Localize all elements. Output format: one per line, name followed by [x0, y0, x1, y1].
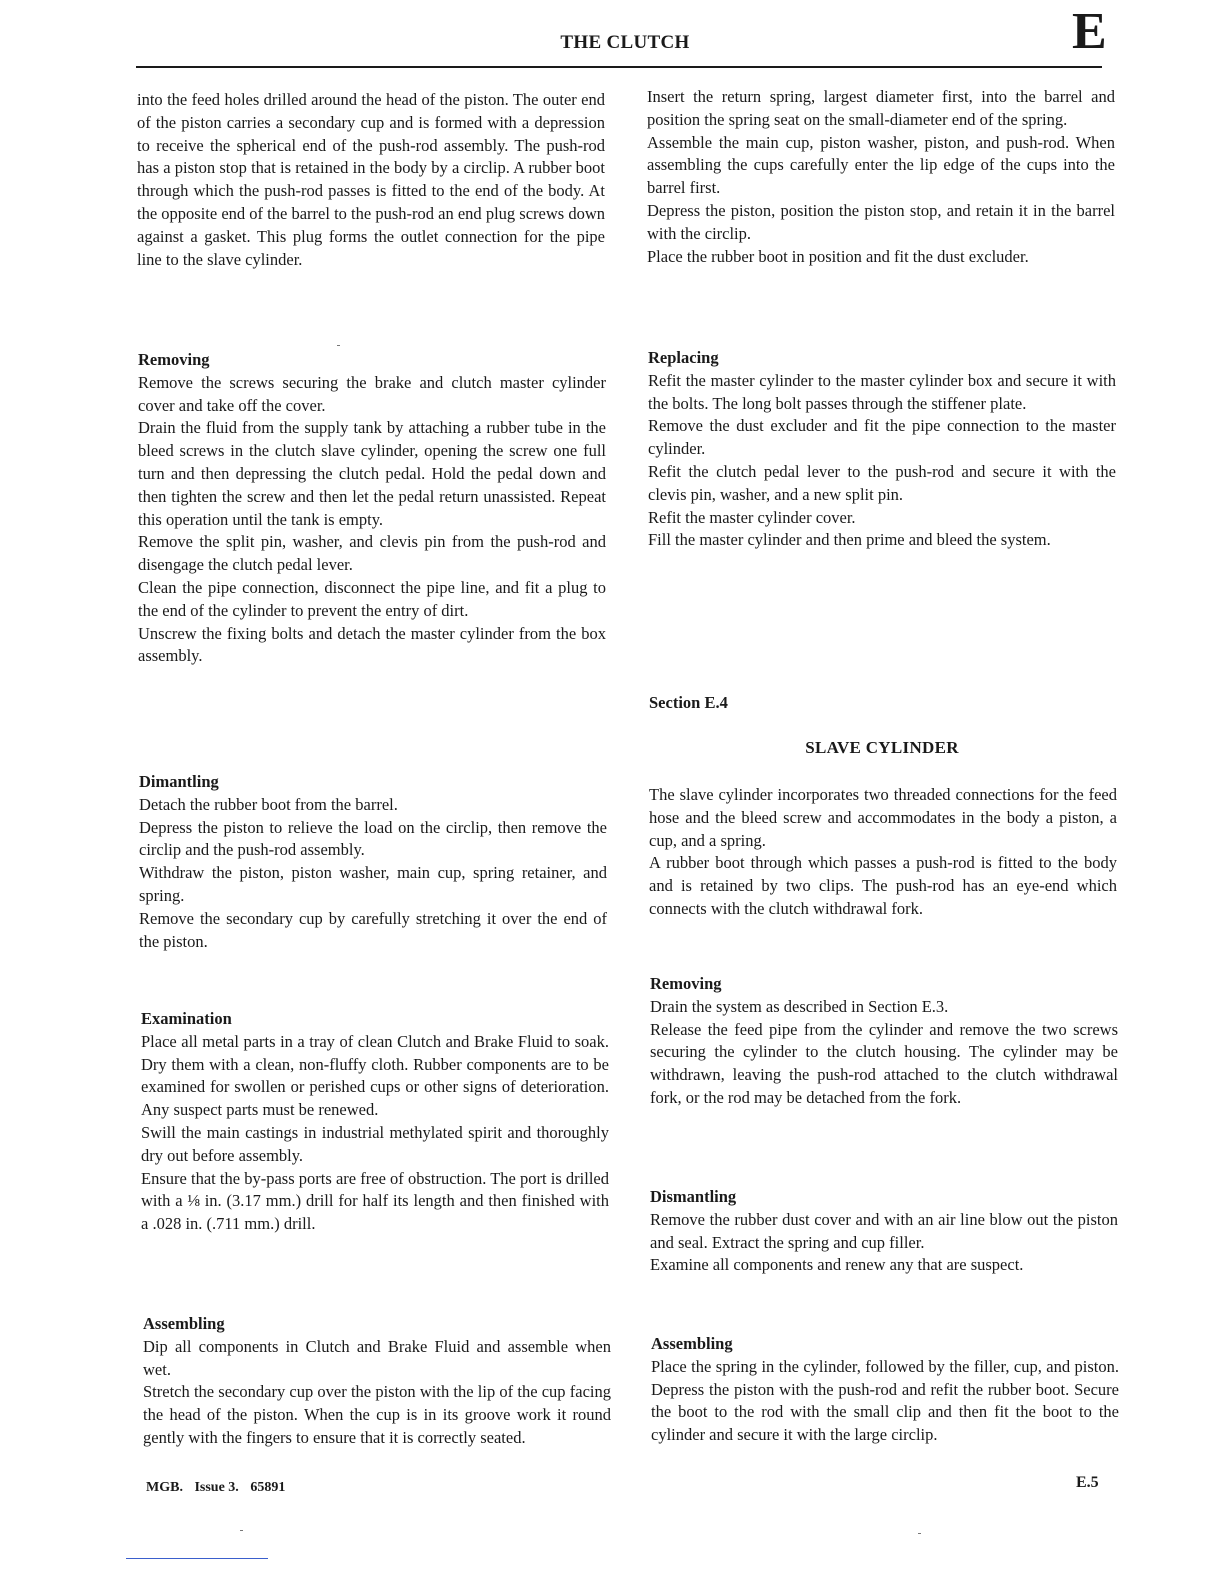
right-replacing-block — [648, 347, 1116, 552]
paragraph: Dip all components in Clutch and Brake Fluid and assemble when wet. — [143, 1336, 611, 1379]
paragraph: Place the spring in the cylinder, followed by the filler, cup, and piston. Depress the piston with the push-rod and refit the rubber boot. Secure the boot to the rod with the small clip and then fit the boot to the cylinder and secure it with the large circlip. — [651, 1356, 1119, 1445]
section-heading: Examination — [141, 1009, 232, 1028]
scan-speck — [337, 345, 340, 346]
paragraph: Remove the screws securing the brake and clutch master cylinder cover and take off the cover. — [138, 372, 606, 415]
paragraph: Examine all components and renew any that are suspect. — [650, 1255, 1024, 1275]
right-dismantling-block — [650, 1186, 1118, 1277]
paragraph: Ensure that the by-pass ports are free of obstruction. The port is drilled with a ⅛ in. (3.17 mm.) drill for half its length and then finished with a .028 in. (.711 mm.) drill. — [141, 1168, 609, 1234]
paragraph: Withdraw the piston, piston washer, main cup, spring retainer, and spring. — [139, 863, 607, 905]
scan-speck — [918, 1533, 921, 1534]
left-assembling-block — [143, 1313, 611, 1450]
section-letter: E — [1072, 3, 1107, 60]
paragraph: Remove the split pin, washer, and clevis pin from the push-rod and disengage the clutch pedal lever. — [138, 532, 606, 575]
footer-issue-info — [146, 1480, 293, 1496]
paragraph: Depress the piston to relieve the load on the circlip, then remove the circlip and the push-rod assembly. — [139, 817, 607, 860]
paragraph: Place all metal parts in a tray of clean Clutch and Brake Fluid to soak. Dry them with a clean, non-fluffy cloth. Rubber components are to be examined for swollen or perished cups or other signs of deterioration. Any suspect parts must be renewed. — [141, 1031, 609, 1120]
section-heading: Assembling — [143, 1314, 225, 1333]
section-heading: Replacing — [648, 348, 719, 367]
page-number: E.5 — [1076, 1474, 1099, 1491]
page-title: THE CLUTCH — [560, 32, 690, 53]
paragraph: Refit the master cylinder cover. — [648, 507, 856, 527]
paragraph: Stretch the secondary cup over the piston with the lip of the cup facing the head of the piston. When the cup is in its groove work it round gently with the fingers to ensure that it is correctly seated. — [143, 1382, 611, 1447]
paragraph: Depress the piston, position the piston stop, and retain it in the barrel with the circlip. — [647, 200, 1115, 243]
right-assembling-block — [651, 1333, 1119, 1447]
paragraph: Swill the main castings in industrial methylated spirit and thoroughly dry out before assembly. — [141, 1122, 609, 1165]
section-heading: Assembling — [651, 1334, 733, 1353]
footer-model: MGB. — [146, 1480, 183, 1495]
paragraph: Drain the fluid from the supply tank by attaching a rubber tube in the bleed screws in the clutch slave cylinder, opening the screw one full turn and then depressing the clutch pedal. Hold the pedal down and then tighten the screw and then let the pedal return unassisted. Repeat this operation until the tank is empty. — [138, 418, 606, 529]
right-removing-block — [650, 973, 1118, 1110]
section-title: SLAVE CYLINDER — [805, 738, 959, 757]
left-intro-block — [137, 89, 605, 271]
footer-number: 65891 — [250, 1480, 286, 1495]
left-dimantling-block — [139, 771, 607, 953]
bottom-link-underline — [126, 1558, 268, 1559]
paragraph: The slave cylinder incorporates two threaded connections for the feed hose and the bleed screw and accommodates in the body a piston, a cup, and a spring. — [649, 785, 1117, 850]
section-heading: Dismantling — [650, 1187, 737, 1206]
paragraph: Refit the clutch pedal lever to the push-rod and secure it with the clevis pin, washer, and a new split pin. — [648, 461, 1116, 504]
paragraph: Insert the return spring, largest diameter first, into the barrel and position the spring seat on the small-diameter end of the spring. — [647, 87, 1115, 129]
paragraph: Release the feed pipe from the cylinder and remove the two screws securing the cylinder to the clutch housing. The cylinder may be withdrawn, leaving the push-rod attached to the clutch withdrawal fork, or the rod may be detached from the fork. — [650, 1019, 1118, 1107]
section-heading: Removing — [650, 974, 722, 993]
scan-speck — [240, 1530, 243, 1531]
paragraph: A rubber boot through which passes a push-rod is fitted to the body and is retained by two clips. The push-rod has an eye-end which connects with the clutch withdrawal fork. — [649, 853, 1117, 918]
paragraph: Fill the master cylinder and then prime and bleed the system. — [648, 530, 1051, 550]
paragraph: Unscrew the fixing bolts and detach the master cylinder from the box assembly. — [138, 623, 606, 666]
right-intro-block — [647, 86, 1115, 268]
left-removing-block — [138, 349, 606, 668]
paragraph: Remove the dust excluder and fit the pipe connection to the master cylinder. — [648, 416, 1116, 459]
paragraph: Detach the rubber boot from the barrel. — [139, 794, 398, 814]
paragraph: Remove the secondary cup by carefully stretching it over the end of the piston. — [139, 908, 607, 951]
paragraph: Clean the pipe connection, disconnect the pipe line, and fit a plug to the end of the cylinder to prevent the entry of dirt. — [138, 577, 606, 620]
paragraph: Remove the rubber dust cover and with an air line blow out the piston and seal. Extract the spring and cup filler. — [650, 1209, 1118, 1252]
left-examination-block — [141, 1008, 609, 1236]
footer-issue: Issue 3. — [194, 1480, 239, 1495]
paragraph: Place the rubber boot in position and fit the dust excluder. — [647, 246, 1029, 266]
section-heading: Removing — [138, 350, 210, 369]
paragraph: Drain the system as described in Section E.3. — [650, 996, 949, 1016]
paragraph: into the feed holes drilled around the head of the piston. The outer end of the piston carries a secondary cup and is formed with a depression to receive the spherical end of the push-rod assembly. The push-rod has a piston stop that is retained in the body by a circlip. A rubber boot through which the push-rod passes is fitted to the end of the body. At the opposite end of the barrel to the push-rod an end plug screws down against a gasket. This plug forms the outlet connection for the pipe line to the slave cylinder. — [137, 90, 605, 269]
right-slave-intro-block — [649, 784, 1117, 921]
section-label: Section E.4 — [649, 693, 728, 712]
header-rule — [136, 66, 1102, 68]
section-heading: Dimantling — [139, 772, 219, 791]
paragraph: Assemble the main cup, piston washer, piston, and push-rod. When assembling the cups carefully enter the lip edge of the cups into the barrel first. — [647, 132, 1115, 198]
paragraph: Refit the master cylinder to the master cylinder box and secure it with the bolts. The long bolt passes through the stiffener plate. — [648, 370, 1116, 413]
